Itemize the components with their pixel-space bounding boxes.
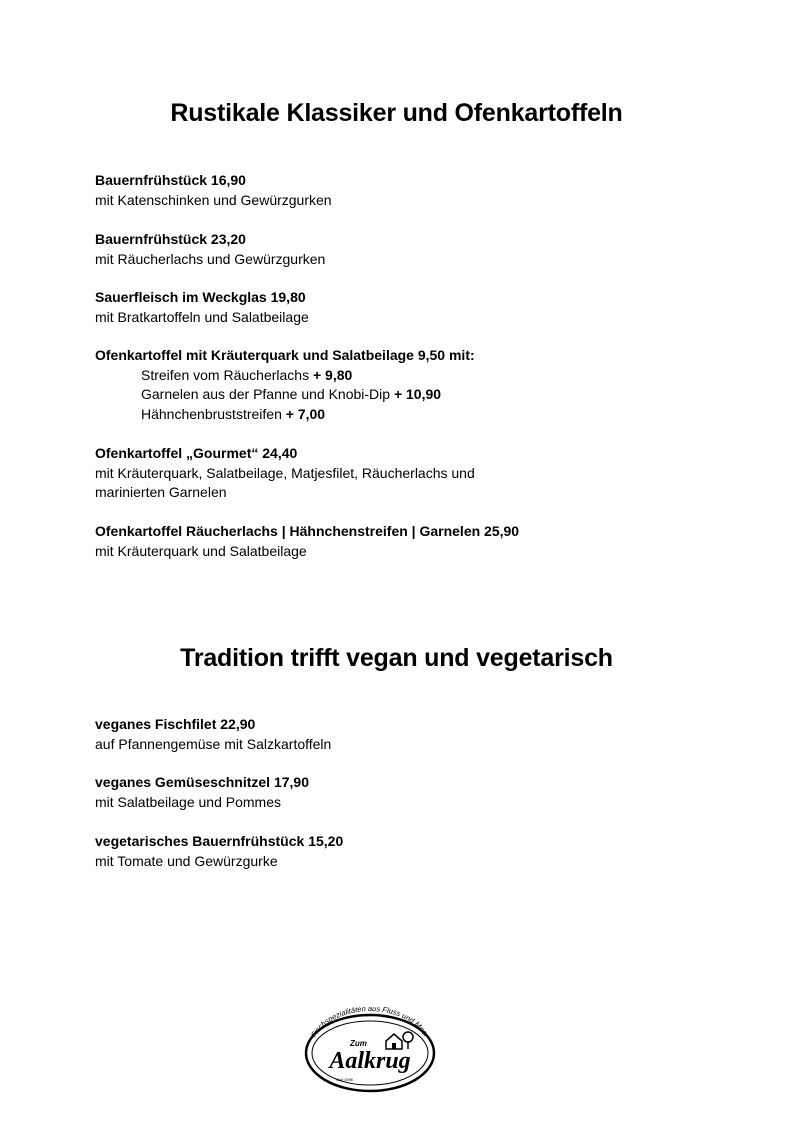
menu-item bbox=[95, 773, 745, 812]
dish-description: mit Räucherlachs und Gewürzgurken bbox=[95, 250, 326, 267]
dish-name: Ofenkartoffel mit Kräuterquark und Salatbeilage 9,50 mit: bbox=[95, 347, 475, 363]
dish-description: mit Salatbeilage und Pommes bbox=[95, 793, 281, 810]
addon-line bbox=[95, 366, 745, 386]
dish-description: mit Kräuterquark, Salatbeilage, Matjesfilet, Räucherlachs und bbox=[95, 464, 475, 481]
addon-line bbox=[95, 385, 745, 405]
addon-price: + 7,00 bbox=[285, 405, 326, 422]
menu-item bbox=[95, 230, 745, 269]
dish-name: veganes Gemüseschnitzel 17,90 bbox=[95, 774, 309, 790]
dish-name: veganes Fischfilet 22,90 bbox=[95, 716, 256, 732]
dish-name: Ofenkartoffel „Gourmet“ 24,40 bbox=[95, 445, 298, 461]
dish-description: auf Pfannengemüse mit Salzkartoffeln bbox=[95, 735, 332, 752]
dish-name: Bauernfrühstück 23,20 bbox=[95, 231, 246, 247]
dish-name: Sauerfleisch im Weckglas 19,80 bbox=[95, 289, 306, 305]
addon-text: Streifen vom Räucherlachs bbox=[141, 366, 313, 383]
menu-item bbox=[95, 346, 745, 424]
logo-zum: Zum bbox=[350, 1039, 367, 1048]
logo-since: Seit 1996 bbox=[336, 1077, 353, 1082]
section-title-vegan: Tradition trifft vegan und vegetarisch bbox=[180, 644, 613, 672]
menu-item bbox=[95, 288, 745, 327]
restaurant-logo bbox=[302, 1001, 438, 1095]
dish-name: vegetarisches Bauernfrühstück 15,20 bbox=[95, 833, 344, 849]
dish-description: mit Tomate und Gewürzgurke bbox=[95, 852, 278, 869]
menu-item bbox=[95, 522, 745, 561]
dish-description: mit Katenschinken und Gewürzgurken bbox=[95, 191, 332, 208]
dish-name: Bauernfrühstück 16,90 bbox=[95, 172, 246, 188]
addon-text: Hähnchenbruststreifen bbox=[141, 405, 286, 422]
dish-name: Ofenkartoffel Räucherlachs | Hähnchenstreifen | Garnelen 25,90 bbox=[95, 523, 520, 539]
menu-item bbox=[95, 832, 745, 871]
menu-item bbox=[95, 444, 745, 503]
menu-item bbox=[95, 715, 745, 754]
addon-price: + 9,80 bbox=[312, 366, 353, 383]
logo-name: Aalkrug bbox=[329, 1048, 411, 1074]
menu-item bbox=[95, 171, 745, 210]
section-title-classics: Rustikale Klassiker und Ofenkartoffeln bbox=[170, 99, 623, 127]
dish-description: marinierten Garnelen bbox=[95, 484, 227, 500]
dish-description: mit Bratkartoffeln und Salatbeilage bbox=[95, 308, 309, 325]
dish-description: mit Kräuterquark und Salatbeilage bbox=[95, 542, 307, 559]
addon-line bbox=[95, 405, 745, 425]
addon-price: + 10,90 bbox=[393, 386, 442, 402]
addon-text: Garnelen aus der Pfanne und Knobi-Dip bbox=[141, 386, 394, 402]
logo-arc-text: Fischspezialitäten aus Fluss und Meer bbox=[309, 1003, 431, 1039]
